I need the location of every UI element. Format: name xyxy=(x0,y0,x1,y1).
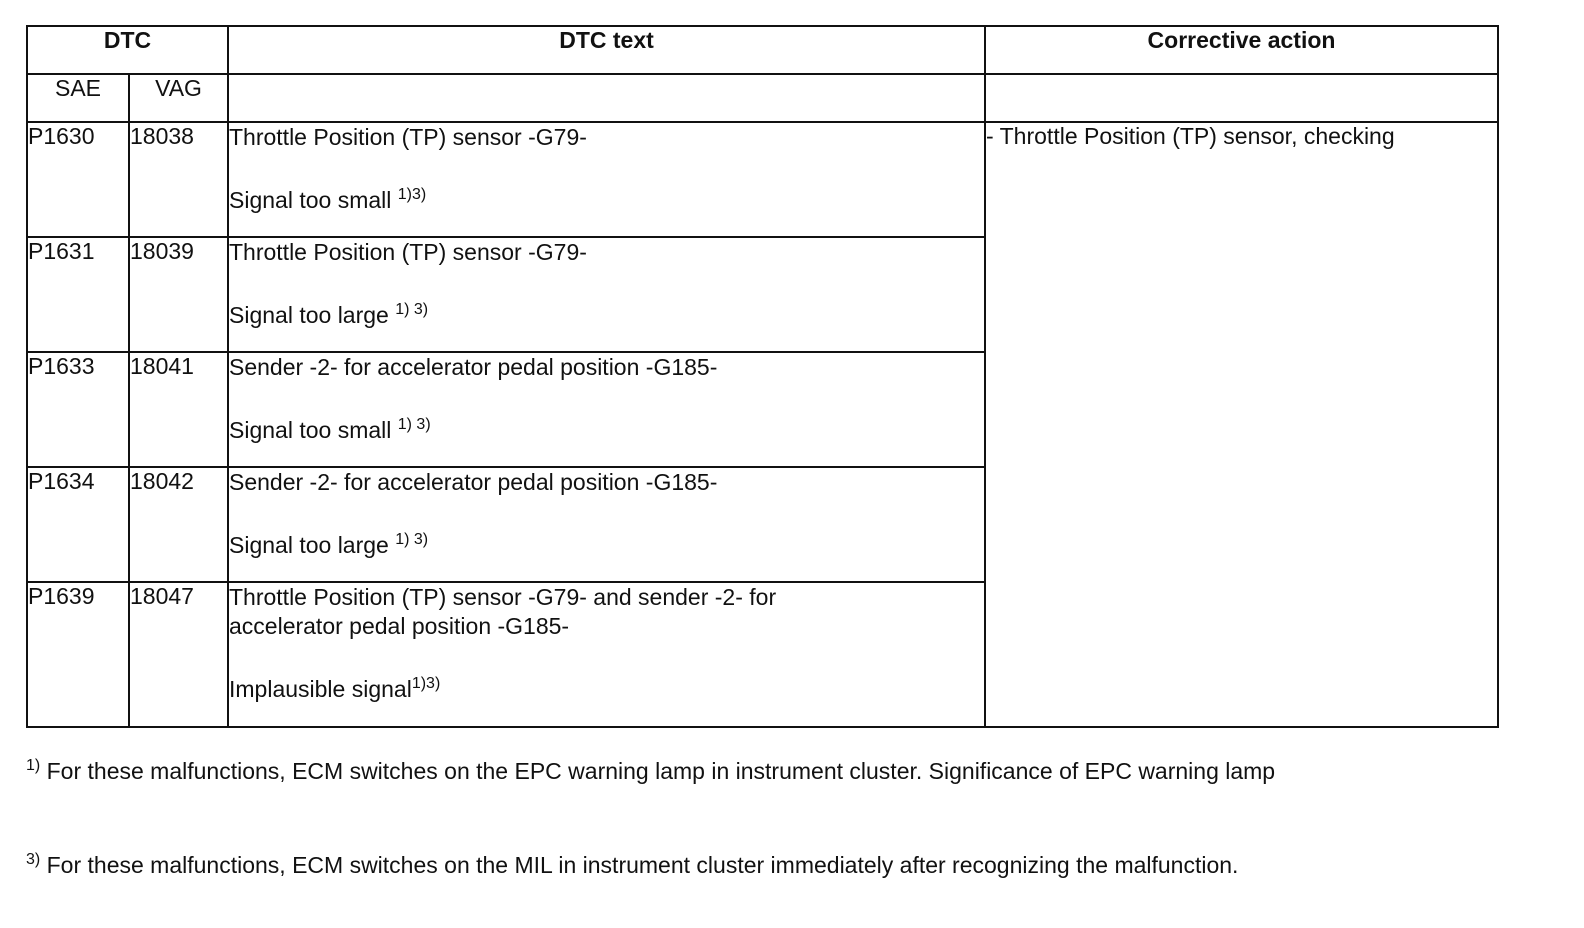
vag-code: 18038 xyxy=(129,122,228,237)
dtc-condition: Signal too small xyxy=(229,187,398,213)
footnote-ref: 1) 3) xyxy=(395,301,429,318)
dtc-condition-line xyxy=(229,675,984,704)
header-sae: SAE xyxy=(27,74,129,122)
dtc-description: Sender -2- for accelerator pedal position -G185- xyxy=(229,469,718,495)
vag-code: 18042 xyxy=(129,467,228,582)
footnote-ref: 1) 3) xyxy=(395,531,429,548)
dtc-condition: Implausible signal xyxy=(229,676,412,702)
table-row xyxy=(27,122,1498,237)
dtc-condition: Signal too large xyxy=(229,302,396,328)
sae-code: P1631 xyxy=(27,237,129,352)
sae-code: P1639 xyxy=(27,582,129,727)
dtc-text-cell xyxy=(228,582,985,727)
footnote-text: For these malfunctions, ECM switches on the EPC warning lamp in instrument cluster. Significance of EPC warning lamp xyxy=(40,758,1276,784)
vag-code: 18047 xyxy=(129,582,228,727)
footnote-3 xyxy=(26,852,1238,879)
corrective-action-cell: - Throttle Position (TP) sensor, checking xyxy=(985,122,1498,727)
dtc-description: Throttle Position (TP) sensor -G79- and sender -2- for accelerator pedal position -G185- xyxy=(229,584,777,639)
sae-code: P1630 xyxy=(27,122,129,237)
dtc-description: Sender -2- for accelerator pedal position -G185- xyxy=(229,354,718,380)
footnote-mark: 3) xyxy=(26,851,41,868)
vag-code: 18041 xyxy=(129,352,228,467)
header-dtc: DTC xyxy=(27,26,228,74)
dtc-condition-line xyxy=(229,301,984,330)
footnote-ref: 1) 3) xyxy=(397,416,431,433)
dtc-condition-line xyxy=(229,531,984,560)
header-corrective-action: Corrective action xyxy=(985,26,1498,74)
dtc-text-cell xyxy=(228,467,985,582)
header-blank-action xyxy=(985,74,1498,122)
footnote-1 xyxy=(26,758,1275,785)
vag-code: 18039 xyxy=(129,237,228,352)
footnote-ref: 1)3) xyxy=(411,675,441,692)
header-vag: VAG xyxy=(129,74,228,122)
dtc-condition-line xyxy=(229,416,984,445)
dtc-condition-line xyxy=(229,186,984,215)
dtc-description: Throttle Position (TP) sensor -G79- xyxy=(229,124,587,150)
sae-code: P1633 xyxy=(27,352,129,467)
sae-code: P1634 xyxy=(27,467,129,582)
footnote-mark: 1) xyxy=(26,757,41,774)
dtc-text-cell xyxy=(228,237,985,352)
dtc-description: Throttle Position (TP) sensor -G79- xyxy=(229,239,587,265)
dtc-text-cell xyxy=(228,352,985,467)
dtc-condition: Signal too small xyxy=(229,417,398,443)
footnote-ref: 1)3) xyxy=(397,186,427,203)
dtc-condition: Signal too large xyxy=(229,532,396,558)
header-dtc-text: DTC text xyxy=(228,26,985,74)
dtc-text-cell xyxy=(228,122,985,237)
dtc-table xyxy=(26,25,1499,728)
footnote-text: For these malfunctions, ECM switches on the MIL in instrument cluster immediately after recognizing the malfunction. xyxy=(40,852,1239,878)
header-blank-text xyxy=(228,74,985,122)
